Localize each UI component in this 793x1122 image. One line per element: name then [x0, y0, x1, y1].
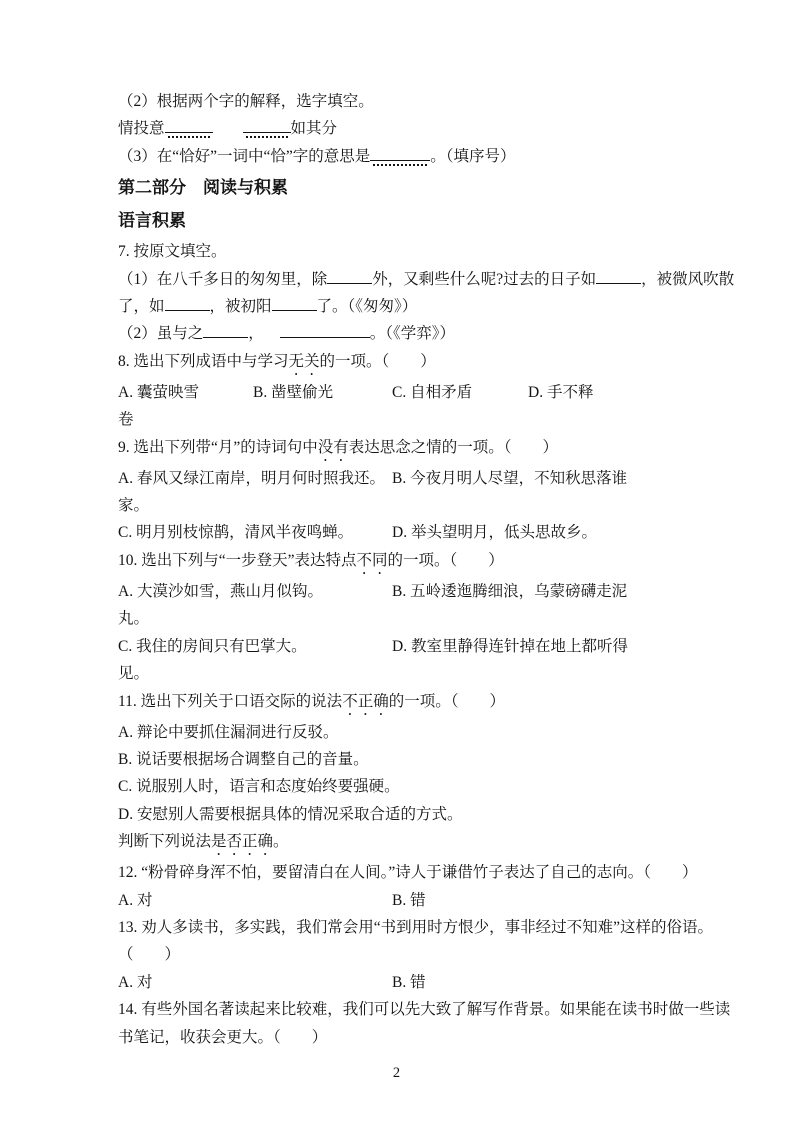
question-text: （2）虽与之 — [118, 325, 204, 343]
option-b: B. 错 — [392, 973, 426, 991]
q11-option-b — [118, 746, 675, 773]
q14-stem-line2 — [118, 1024, 675, 1051]
q13-answer-bracket — [118, 941, 675, 968]
page-content — [118, 88, 735, 1051]
emphasized-text: 是否正确 — [211, 833, 274, 851]
question-text: （1）在八千多日的匆匆里，除 — [118, 270, 328, 288]
section-heading-part2: 第二部分 阅读与积累 — [118, 178, 288, 198]
stem-text: 10. 选出下列与“一步登天”表达特点 — [118, 551, 357, 569]
option-d: D. 教室里静得连针掉在地上都听得 — [392, 637, 628, 655]
option-c: C. 自相矛盾 — [392, 383, 473, 401]
q10-option-d-wrap — [118, 660, 675, 687]
emphasized-text: 不正确 — [342, 692, 389, 710]
question-text: 了。（《匆匆》） — [316, 298, 418, 316]
answer-blank — [596, 269, 641, 284]
q11-stem — [118, 688, 675, 719]
q6-sub2-instruction — [118, 88, 675, 115]
answer-blank — [203, 323, 248, 338]
question-text: ，被微风吹散 — [641, 270, 735, 288]
q13-stem — [118, 914, 714, 941]
q10-stem — [118, 547, 675, 578]
q10-options-row-cd — [118, 633, 675, 660]
answer-blank — [327, 269, 372, 284]
instruction-text: 。 — [273, 833, 289, 851]
q7-sub1-line2 — [118, 293, 675, 320]
question-text: 了，如 — [118, 298, 165, 316]
q9-stem — [118, 434, 675, 465]
stem-text: 14. 有些外国名著读起来比较难，我们可以先大致了解写作背景。如果能在读书时做一些读 — [118, 1001, 731, 1019]
q13-options-row — [118, 969, 675, 996]
answer-blank — [272, 296, 317, 311]
q8-options-row — [118, 379, 675, 406]
answer-blank — [243, 118, 291, 133]
answer-bracket: （ ） — [118, 946, 181, 964]
option-d: D. 手不释 — [528, 383, 594, 401]
q7-title — [118, 238, 675, 265]
option-b: B. 错 — [392, 891, 426, 909]
q10-option-b-wrap — [118, 605, 675, 632]
instruction-text: （2）根据两个字的解释，选字填空。 — [118, 93, 374, 110]
answer-blank — [280, 323, 370, 338]
q9-options-row-ab — [118, 465, 675, 492]
question-text: ， — [248, 325, 264, 343]
emphasized-text: 没有 — [317, 438, 349, 456]
option-d-continued: 卷 — [118, 411, 134, 429]
section-heading-language: 语言积累 — [118, 211, 186, 231]
stem-text: 书笔记，收获会更大。（ ） — [118, 1028, 328, 1046]
stem-text: 表达思念之情的一项。（ ） — [348, 438, 559, 456]
stem-text: 的一项。（ ） — [319, 352, 436, 370]
option-b-continued: 丸。 — [118, 610, 150, 628]
stem-text: 的一项。（ ） — [388, 692, 505, 710]
question-text: ，被初阳 — [209, 298, 272, 316]
stem-text: 8. 选出下列成语中与学习 — [118, 352, 289, 370]
option-b: B. 说话要根据场合调整自己的音量。 — [118, 750, 369, 768]
option-b-continued: 家。 — [118, 497, 150, 515]
option-a: A. 大漠沙如雪，燕山月似钩。 — [118, 582, 323, 600]
instruction-text: 判断下列说法 — [118, 833, 212, 851]
fill-prefix-text: 情投意 — [118, 120, 165, 138]
question-text: （3）在“恰好”一词中“恰”字的意思是 — [118, 147, 371, 165]
q8-stem — [118, 348, 675, 379]
question-text: 外，又剩些什么呢?过去的日子如 — [372, 270, 597, 288]
q12-stem — [118, 859, 698, 886]
answer-blank — [165, 118, 213, 133]
stem-text: 的一项。（ ） — [387, 551, 504, 569]
q11-option-c — [118, 773, 675, 800]
stem-text: 9. 选出下列带“月”的诗词句中 — [118, 438, 318, 456]
question-text: 7. 按原文填空。 — [118, 243, 227, 261]
q14-stem-line1 — [118, 996, 731, 1023]
option-d-continued: 见。 — [118, 665, 150, 683]
option-a: A. 囊萤映雪 — [118, 383, 199, 401]
option-c: C. 明月别枝惊鹊，清风半夜鸣蝉。 — [118, 524, 354, 542]
q9-option-b-wrap — [118, 492, 675, 519]
q11-option-d — [118, 801, 675, 828]
option-d: D. 安慰别人需要根据具体的情况采取合适的方式。 — [118, 805, 463, 823]
option-b: B. 今夜月明人尽望，不知秋思落谁 — [392, 469, 628, 487]
stem-text: 13. 劝人多读书，多实践，我们常会用“书到用时方恨少，事非经过不知难”这样的俗语。 — [118, 918, 714, 936]
question-text: 。（《学弈》） — [369, 325, 456, 343]
option-a: A. 辩论中要抓住漏洞进行反驳。 — [118, 723, 339, 741]
option-a: A. 对 — [118, 973, 153, 991]
q6-sub3-line — [118, 143, 675, 170]
option-b: B. 凿壁偷光 — [253, 383, 334, 401]
judge-instruction — [118, 828, 675, 859]
q12-options-row — [118, 887, 675, 914]
q7-sub1-line1 — [118, 266, 735, 293]
option-a: A. 春风又绿江南岸，明月何时照我还。 — [118, 469, 385, 487]
q9-options-row-cd — [118, 519, 675, 546]
option-b: B. 五岭逶迤腾细浪，乌蒙磅礴走泥 — [392, 582, 628, 600]
q8-option-d-wrap — [118, 406, 675, 433]
q10-options-row-ab — [118, 578, 675, 605]
option-c: C. 我住的房间只有巴掌大。 — [118, 637, 307, 655]
question-text: 。（填序号） — [430, 147, 516, 165]
q7-sub2-line — [118, 320, 675, 347]
fill-suffix-text: 如其分 — [290, 120, 338, 138]
option-d: D. 举头望明月，低头思故乡。 — [392, 524, 597, 542]
answer-blank — [370, 146, 430, 161]
answer-blank — [165, 296, 210, 311]
stem-text: 11. 选出下列关于口语交际的说法 — [118, 692, 343, 710]
option-c: C. 说服别人时，语言和态度始终要强硬。 — [118, 778, 400, 796]
q11-option-a — [118, 719, 675, 746]
stem-text: 12. “粉骨碎身浑不怕，要留清白在人间。”诗人于谦借竹子表达了自己的志向。（ ） — [118, 864, 698, 882]
emphasized-text: 不同 — [356, 551, 388, 569]
emphasized-text: 无关 — [288, 352, 320, 370]
page-number: 2 — [392, 1065, 401, 1081]
q6-fill-line — [118, 115, 675, 142]
option-a: A. 对 — [118, 891, 153, 909]
